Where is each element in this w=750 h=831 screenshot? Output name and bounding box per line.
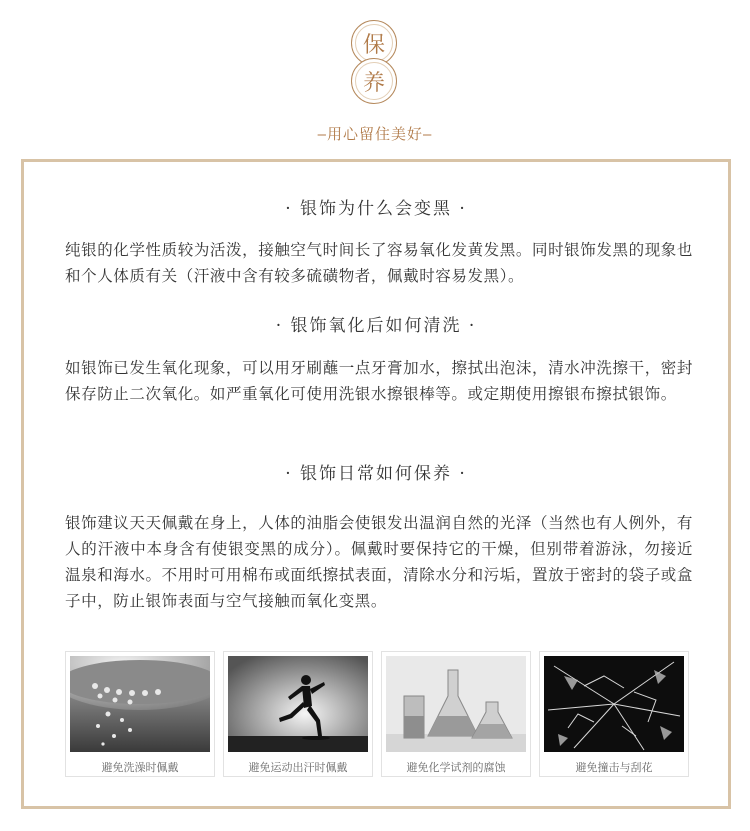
section-text-cleaning: 如银饰已发生氧化现象，可以用牙刷蘸一点牙膏加水，擦拭出泡沫，清水冲洗擦干，密封保存防止二次氧化。如严重氧化可使用洗银水擦银棒等。或定期使用擦银布擦拭银饰。 <box>65 359 693 403</box>
slogan: –用心留住美好– <box>317 126 433 143</box>
care-card <box>21 159 731 809</box>
section-text-daily-care: 银饰建议天天佩戴在身上，人体的油脂会使银发出温润自然的光泽（当然也有人例外，有人的汗液中本身含有使银变黑的成分）。佩戴时要保持它的干燥，但别带着游泳，勿接近温泉和海水。不用时可用棉布或面纸擦拭表面，清除水分和污垢，置放于密封的袋子或盒子中，防止银饰表面与空气接触而氧化变黑。 <box>65 514 693 610</box>
photo-lab <box>381 651 531 777</box>
photo-caption: 避免运动出汗时佩戴 <box>248 762 348 774</box>
emblem-bottom: 养 <box>351 58 397 104</box>
photo-caption: 避免化学试剂的腐蚀 <box>406 762 506 774</box>
section-text-why-black: 纯银的化学性质较为活泼，接触空气时间长了容易氧化发黄发黑。同时银饰发黑的现象也和个人体质有关（汗液中含有较多硫磺物者，佩戴时容易发黑）。 <box>65 241 693 285</box>
photo-glass <box>539 651 689 777</box>
section-title-cleaning: · 银饰氧化后如何清洗 · <box>275 316 477 336</box>
shower-head-icon <box>70 656 210 752</box>
shattered-glass-icon <box>544 656 684 752</box>
runner-icon <box>228 656 368 752</box>
lab-flask-icon <box>386 656 526 752</box>
section-title-daily-care: · 银饰日常如何保养 · <box>285 464 467 484</box>
section-title-why-black: · 银饰为什么会变黑 · <box>285 199 467 219</box>
emblem-top: 保 <box>351 20 397 66</box>
photo-caption: 避免洗澡时佩戴 <box>101 762 179 774</box>
photo-shower <box>65 651 215 777</box>
photo-caption: 避免撞击与刮花 <box>575 762 653 774</box>
photo-runner <box>223 651 373 777</box>
